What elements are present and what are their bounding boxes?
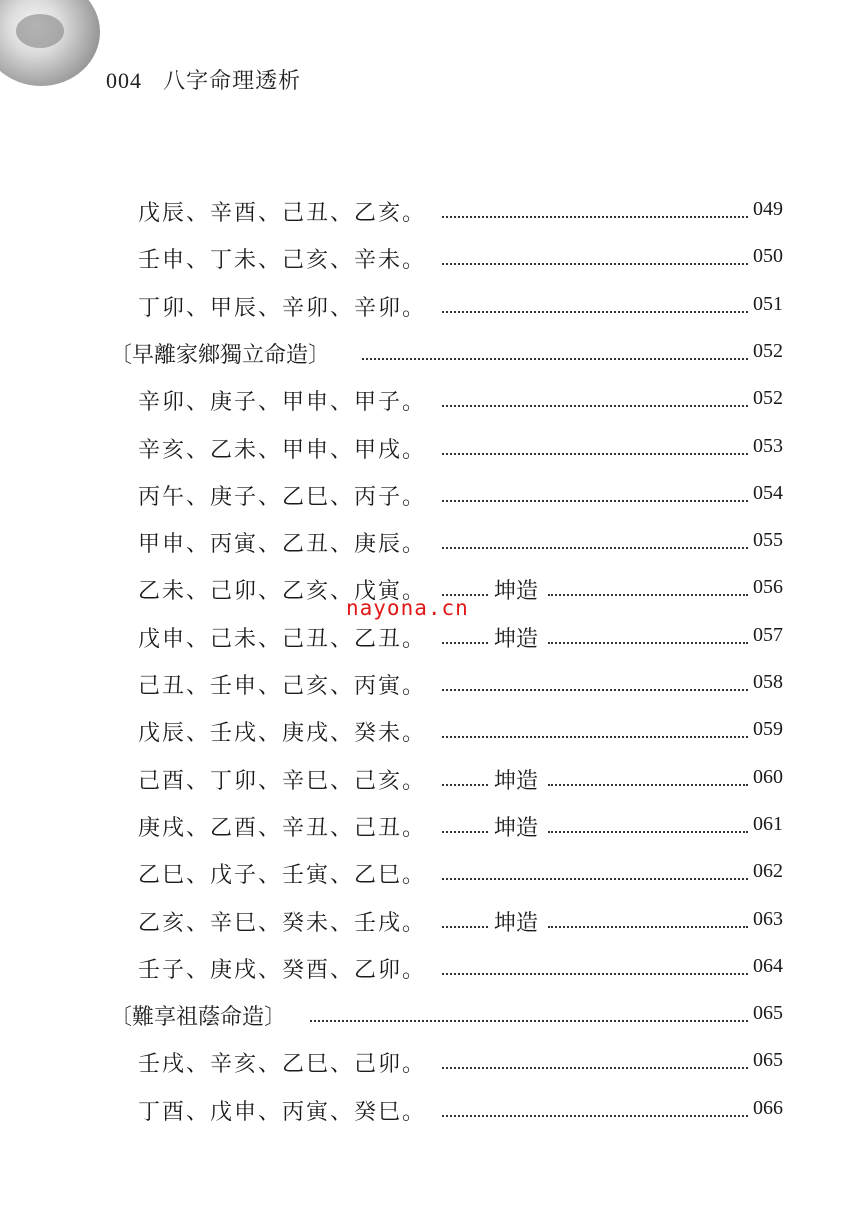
toc-entry xyxy=(0,385,847,419)
page-number: 059 xyxy=(753,718,783,740)
page-number: 060 xyxy=(753,766,783,788)
dot-leader xyxy=(442,831,488,833)
page-number: 049 xyxy=(753,198,783,220)
entry-text: 乙未、己卯、乙亥、戊寅。 xyxy=(138,579,427,604)
page-number: 057 xyxy=(753,624,783,646)
entry-text: 戊辰、壬戌、庚戌、癸未。 xyxy=(138,721,427,746)
toc-entry xyxy=(0,480,847,514)
toc-entry xyxy=(0,811,847,845)
dot-leader xyxy=(548,594,748,596)
dot-leader xyxy=(442,926,488,928)
entry-note: 坤造 xyxy=(494,816,539,841)
entry-text: 乙巳、戊子、壬寅、乙巳。 xyxy=(138,863,427,888)
entry-note: 坤造 xyxy=(494,769,539,794)
dot-leader xyxy=(442,642,488,644)
toc-entry xyxy=(0,196,847,230)
toc-entry xyxy=(0,622,847,656)
dot-leader xyxy=(442,500,748,502)
entry-text: 己丑、壬申、己亥、丙寅。 xyxy=(138,674,427,699)
entry-note: 坤造 xyxy=(494,627,539,652)
page-number: 052 xyxy=(753,387,783,409)
dot-leader xyxy=(310,1020,748,1022)
dot-leader xyxy=(442,973,748,975)
page-number: 053 xyxy=(753,435,783,457)
page-number: 055 xyxy=(753,529,783,551)
toc-entry xyxy=(0,953,847,987)
corner-emblem-image xyxy=(0,0,100,86)
entry-text: 庚戌、乙酉、辛丑、己丑。 xyxy=(138,816,427,841)
dot-leader xyxy=(442,263,748,265)
entry-text: 丙午、庚子、乙巳、丙子。 xyxy=(138,485,427,510)
page-number: 066 xyxy=(753,1097,783,1119)
dot-leader xyxy=(548,831,748,833)
page-number: 051 xyxy=(753,293,783,315)
dot-leader xyxy=(442,689,748,691)
dot-leader xyxy=(362,358,748,360)
toc-entry xyxy=(0,291,847,325)
header-page-number: 004 xyxy=(106,68,142,93)
dot-leader xyxy=(442,405,748,407)
entry-text: 辛卯、庚子、甲申、甲子。 xyxy=(138,390,427,415)
watermark-text: nayona.cn xyxy=(346,596,469,620)
toc-entry xyxy=(0,1047,847,1081)
page-number: 064 xyxy=(753,955,783,977)
page-number: 050 xyxy=(753,245,783,267)
page-number: 065 xyxy=(753,1002,783,1024)
dot-leader xyxy=(442,216,748,218)
dot-leader xyxy=(442,1115,748,1117)
dot-leader xyxy=(442,878,748,880)
entry-text: 丁卯、甲辰、辛卯、辛卯。 xyxy=(138,296,427,321)
toc-entry xyxy=(0,669,847,703)
toc-entry xyxy=(0,527,847,561)
dot-leader xyxy=(548,642,748,644)
dot-leader xyxy=(442,453,748,455)
section-title: 〔難享祖蔭命造〕 xyxy=(110,1005,287,1030)
toc-section-heading xyxy=(0,1000,847,1034)
entry-note: 坤造 xyxy=(494,579,539,604)
toc-entry xyxy=(0,858,847,892)
page-number: 058 xyxy=(753,671,783,693)
toc-entry xyxy=(0,764,847,798)
page-number: 063 xyxy=(753,908,783,930)
page-number: 061 xyxy=(753,813,783,835)
entry-text: 丁酉、戊申、丙寅、癸巳。 xyxy=(138,1100,427,1125)
entry-text: 壬申、丁未、己亥、辛未。 xyxy=(138,248,427,273)
entry-note: 坤造 xyxy=(494,911,539,936)
entry-text: 壬戌、辛亥、乙巳、己卯。 xyxy=(138,1052,427,1077)
dot-leader xyxy=(442,1067,748,1069)
toc-entry xyxy=(0,243,847,277)
entry-text: 壬子、庚戌、癸酉、乙卯。 xyxy=(138,958,427,983)
page-number: 062 xyxy=(753,860,783,882)
toc-entry xyxy=(0,716,847,750)
dot-leader xyxy=(442,311,748,313)
dot-leader xyxy=(442,547,748,549)
entry-text: 甲申、丙寅、乙丑、庚辰。 xyxy=(138,532,427,557)
page-number: 056 xyxy=(753,576,783,598)
header-book-title: 八字命理透析 xyxy=(163,68,302,93)
entry-text: 乙亥、辛巳、癸未、壬戌。 xyxy=(138,911,427,936)
dot-leader xyxy=(548,926,748,928)
dot-leader xyxy=(442,784,488,786)
entry-text: 辛亥、乙未、甲申、甲戌。 xyxy=(138,438,427,463)
toc-entry xyxy=(0,433,847,467)
entry-text: 戊辰、辛酉、己丑、乙亥。 xyxy=(138,201,427,226)
toc-section-heading xyxy=(0,338,847,372)
page-number: 052 xyxy=(753,340,783,362)
page-number: 054 xyxy=(753,482,783,504)
page-number: 065 xyxy=(753,1049,783,1071)
toc-entry xyxy=(0,906,847,940)
entry-text: 己酉、丁卯、辛巳、己亥。 xyxy=(138,769,427,794)
section-title: 〔早離家鄉獨立命造〕 xyxy=(110,343,331,368)
toc-entry xyxy=(0,1095,847,1129)
dot-leader xyxy=(442,736,748,738)
entry-text: 戊申、己未、己丑、乙丑。 xyxy=(138,627,427,652)
dot-leader xyxy=(548,784,748,786)
running-header xyxy=(106,64,301,95)
